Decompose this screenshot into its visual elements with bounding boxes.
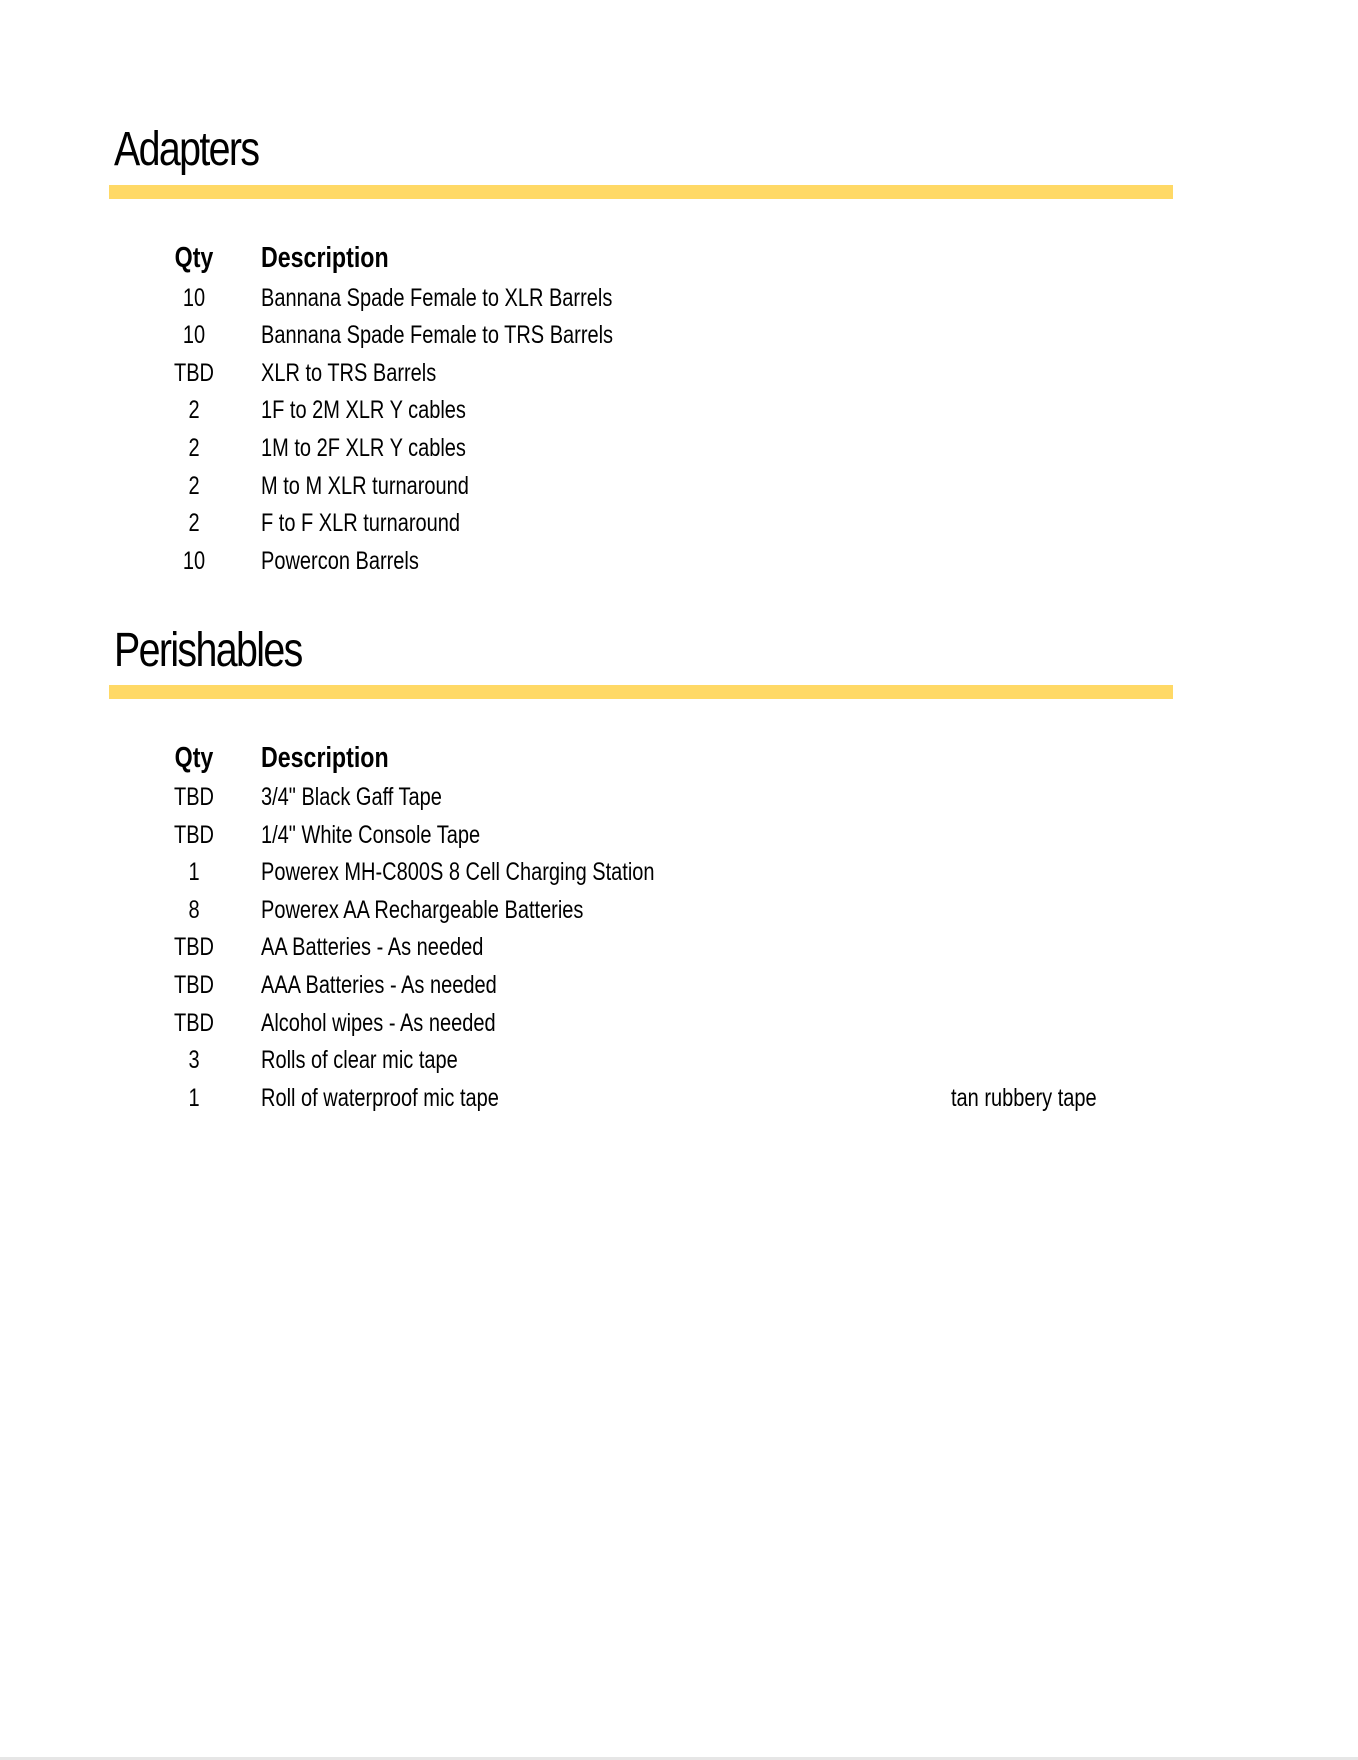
table-row <box>109 317 1173 354</box>
table-header-row <box>109 240 1173 277</box>
table-row <box>109 1042 1173 1079</box>
qty-cell: TBD <box>174 821 214 849</box>
table-row <box>109 430 1173 467</box>
description-cell: Roll of waterproof mic tape <box>261 1084 499 1112</box>
description-cell: Powerex MH-C800S 8 Cell Charging Station <box>261 858 655 886</box>
description-column-header: Description <box>261 242 389 274</box>
qty-cell: 2 <box>188 472 200 500</box>
description-cell: 1F to 2M XLR Y cables <box>261 396 466 424</box>
table-row <box>109 280 1173 317</box>
qty-cell: TBD <box>174 783 214 811</box>
qty-cell: 3 <box>188 1046 200 1074</box>
description-cell: AAA Batteries - As needed <box>261 971 497 999</box>
table-row <box>109 392 1173 429</box>
table-row <box>109 779 1173 816</box>
description-cell: 3/4" Black Gaff Tape <box>261 783 442 811</box>
qty-cell: 2 <box>188 396 200 424</box>
qty-cell: 1 <box>188 858 200 886</box>
description-cell: XLR to TRS Barrels <box>261 359 437 387</box>
table-row <box>109 817 1173 854</box>
qty-column-header: Qty <box>174 242 214 274</box>
qty-cell: 10 <box>182 284 206 312</box>
section-divider-bar <box>109 685 1173 699</box>
qty-cell: 1 <box>188 1084 200 1112</box>
section-divider-bar <box>109 185 1173 199</box>
description-cell: Alcohol wipes - As needed <box>261 1009 496 1037</box>
table-row <box>109 967 1173 1004</box>
qty-cell: TBD <box>174 971 214 999</box>
table-row <box>109 505 1173 542</box>
qty-cell: 10 <box>182 547 206 575</box>
qty-column-header: Qty <box>174 742 214 774</box>
description-cell: F to F XLR turnaround <box>261 509 460 537</box>
table-row <box>109 854 1173 891</box>
description-cell: Bannana Spade Female to TRS Barrels <box>261 321 614 349</box>
section-title: Perishables <box>114 624 302 677</box>
section-title: Adapters <box>114 123 259 176</box>
table-row <box>109 1080 1173 1117</box>
qty-cell: 2 <box>188 434 200 462</box>
description-cell: Powerex AA Rechargeable Batteries <box>261 896 584 924</box>
table-row <box>109 1005 1173 1042</box>
table-row <box>109 355 1173 392</box>
qty-cell: 2 <box>188 509 200 537</box>
table-header-row <box>109 740 1173 777</box>
qty-cell: 8 <box>188 896 200 924</box>
description-cell: Powercon Barrels <box>261 547 419 575</box>
table-row <box>109 929 1173 966</box>
description-cell: Rolls of clear mic tape <box>261 1046 458 1074</box>
description-cell: Bannana Spade Female to XLR Barrels <box>261 284 613 312</box>
description-cell: AA Batteries - As needed <box>261 933 484 961</box>
description-cell: M to M XLR turnaround <box>261 472 469 500</box>
table-row <box>109 543 1173 580</box>
qty-cell: 10 <box>182 321 206 349</box>
description-cell: 1M to 2F XLR Y cables <box>261 434 466 462</box>
description-column-header: Description <box>261 742 389 774</box>
qty-cell: TBD <box>174 359 214 387</box>
qty-cell: TBD <box>174 933 214 961</box>
table-row <box>109 468 1173 505</box>
table-row <box>109 892 1173 929</box>
qty-cell: TBD <box>174 1009 214 1037</box>
note-cell: tan rubbery tape <box>951 1084 1097 1112</box>
description-cell: 1/4" White Console Tape <box>261 821 481 849</box>
